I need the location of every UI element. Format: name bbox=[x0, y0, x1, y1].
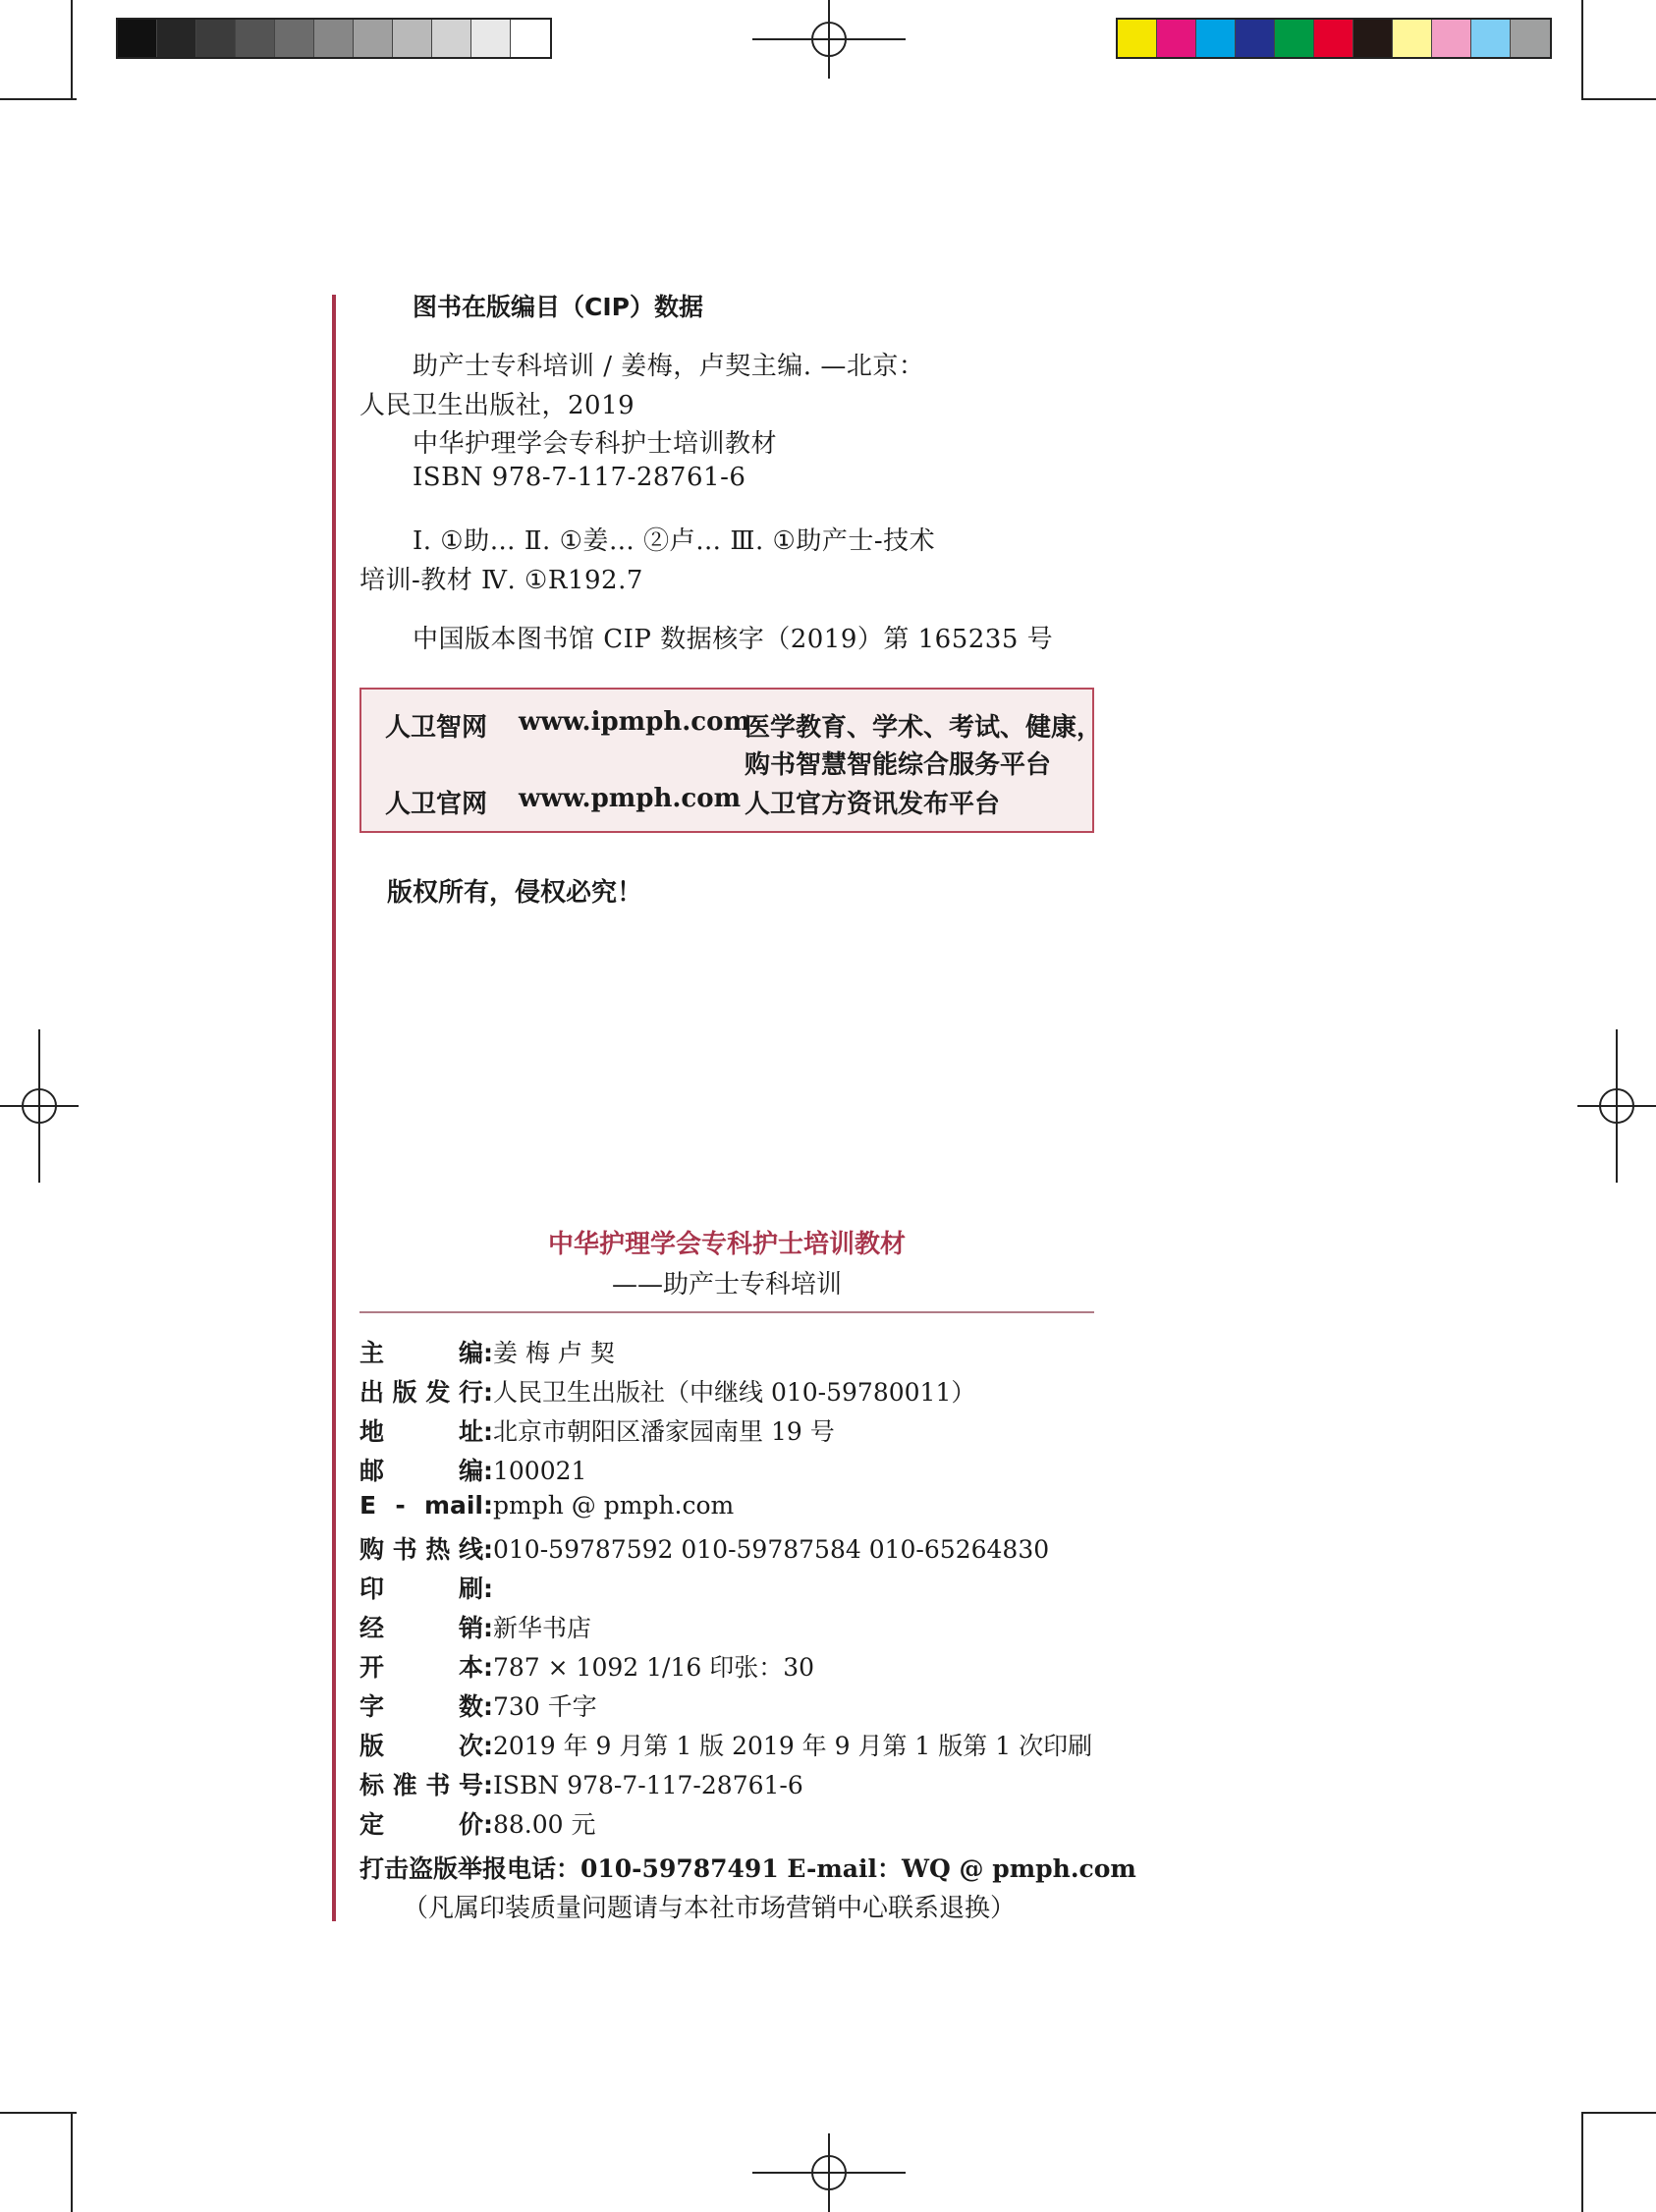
margin-rule bbox=[332, 295, 336, 1921]
color-swatch bbox=[196, 20, 236, 57]
cip-line-2: 人民卫生出版社，2019 bbox=[359, 391, 635, 420]
crop-mark bbox=[1581, 98, 1656, 100]
series-title: 中华护理学会专科护士培训教材 bbox=[547, 1230, 906, 1259]
cip-isbn: ISBN 978-7-117-28761-6 bbox=[413, 463, 746, 492]
cip-line-3: 中华护理学会专科护士培训教材 bbox=[413, 429, 778, 459]
imprint-row-postcode: 邮编:100021 bbox=[359, 1457, 587, 1485]
cip-classification-2: 培训-教材 Ⅳ. ①R192.7 bbox=[359, 566, 643, 595]
color-swatch bbox=[393, 20, 432, 57]
imprint-row-printer: 印刷: bbox=[359, 1575, 493, 1603]
color-swatch bbox=[1511, 20, 1550, 57]
piracy-report-line: 打击盗版举报电话：010-59787491 E-mail：WQ @ pmph.com bbox=[359, 1854, 1136, 1883]
crop-mark bbox=[0, 2112, 77, 2114]
color-swatch bbox=[1236, 20, 1275, 57]
imprint-row-price: 定价:88.00 元 bbox=[359, 1810, 596, 1839]
color-swatch bbox=[1353, 20, 1393, 57]
imprint-row-wordcount: 字数:730 千字 bbox=[359, 1692, 597, 1721]
color-swatch bbox=[432, 20, 471, 57]
color-swatch bbox=[1157, 20, 1196, 57]
color-swatch bbox=[275, 20, 314, 57]
crop-mark bbox=[71, 0, 73, 100]
imprint-row-hotline: 购书热线:010-59787592 010-59787584 010-65264830 bbox=[359, 1535, 1050, 1564]
copyright-notice: 版权所有，侵权必究！ bbox=[387, 878, 643, 908]
series-subtitle: ——助产士专科培训 bbox=[611, 1270, 842, 1300]
crop-mark bbox=[0, 98, 77, 100]
site-name-pmph: 人卫官网 bbox=[385, 790, 488, 819]
cmyk-color-bar bbox=[1116, 18, 1552, 59]
color-swatch bbox=[1393, 20, 1432, 57]
imprint-row-format: 开本:787 × 1092 1/16 印张：30 bbox=[359, 1653, 815, 1682]
site-url-pmph[interactable]: www.pmph.com bbox=[519, 784, 742, 813]
color-swatch bbox=[1118, 20, 1157, 57]
imprint-row-isbn: 标准书号:ISBN 978-7-117-28761-6 bbox=[359, 1771, 803, 1799]
crop-mark bbox=[1581, 0, 1583, 100]
site-desc-pmph: 人卫官方资讯发布平台 bbox=[745, 790, 1001, 819]
color-swatch bbox=[118, 20, 157, 57]
website-info-box bbox=[359, 688, 1103, 833]
color-swatch bbox=[236, 20, 275, 57]
crop-mark bbox=[71, 2112, 73, 2212]
cip-line-1: 助产士专科培训 / 姜梅，卢契主编. —北京： bbox=[413, 352, 925, 381]
cip-record-number: 中国版本图书馆 CIP 数据核字（2019）第 165235 号 bbox=[413, 625, 1054, 654]
color-swatch bbox=[1432, 20, 1471, 57]
site-desc-ipmph-b: 购书智慧智能综合服务平台 bbox=[745, 750, 1052, 780]
imprint-row-address: 地址:北京市朝阳区潘家园南里 19 号 bbox=[359, 1417, 835, 1446]
imprint-row-publisher: 出版发行:人民卫生出版社（中继线 010-59780011） bbox=[359, 1378, 976, 1407]
imprint-row-email: E - mail:pmph @ pmph.com bbox=[359, 1491, 735, 1520]
imprint-row-editor: 主编:姜 梅 卢 契 bbox=[359, 1339, 615, 1367]
color-swatch bbox=[354, 20, 393, 57]
imprint-divider bbox=[359, 1311, 1094, 1313]
color-swatch bbox=[511, 20, 550, 57]
color-swatch bbox=[314, 20, 354, 57]
imprint-row-distributor: 经销:新华书店 bbox=[359, 1614, 592, 1642]
quality-return-note: （凡属印装质量问题请与本社市场营销中心联系退换） bbox=[403, 1894, 1017, 1923]
imprint-row-edition: 版次:2019 年 9 月第 1 版 2019 年 9 月第 1 版第 1 次印刷 bbox=[359, 1732, 1093, 1760]
color-swatch bbox=[1275, 20, 1314, 57]
crop-mark bbox=[1581, 2112, 1656, 2114]
color-swatch bbox=[1314, 20, 1353, 57]
cip-classification-1: Ⅰ. ①助… Ⅱ. ①姜… ②卢… Ⅲ. ①助产士-技术 bbox=[413, 526, 936, 556]
color-swatch bbox=[1196, 20, 1236, 57]
site-name-ipmph: 人卫智网 bbox=[385, 713, 488, 743]
color-swatch bbox=[1471, 20, 1511, 57]
site-desc-ipmph-a: 医学教育、学术、考试、健康， bbox=[745, 713, 1103, 743]
crop-mark bbox=[1581, 2112, 1583, 2212]
color-swatch bbox=[157, 20, 196, 57]
grayscale-color-bar bbox=[116, 18, 552, 59]
site-url-ipmph[interactable]: www.ipmph.com bbox=[519, 707, 750, 737]
color-swatch bbox=[471, 20, 511, 57]
cip-title: 图书在版编目（CIP）数据 bbox=[413, 293, 703, 321]
